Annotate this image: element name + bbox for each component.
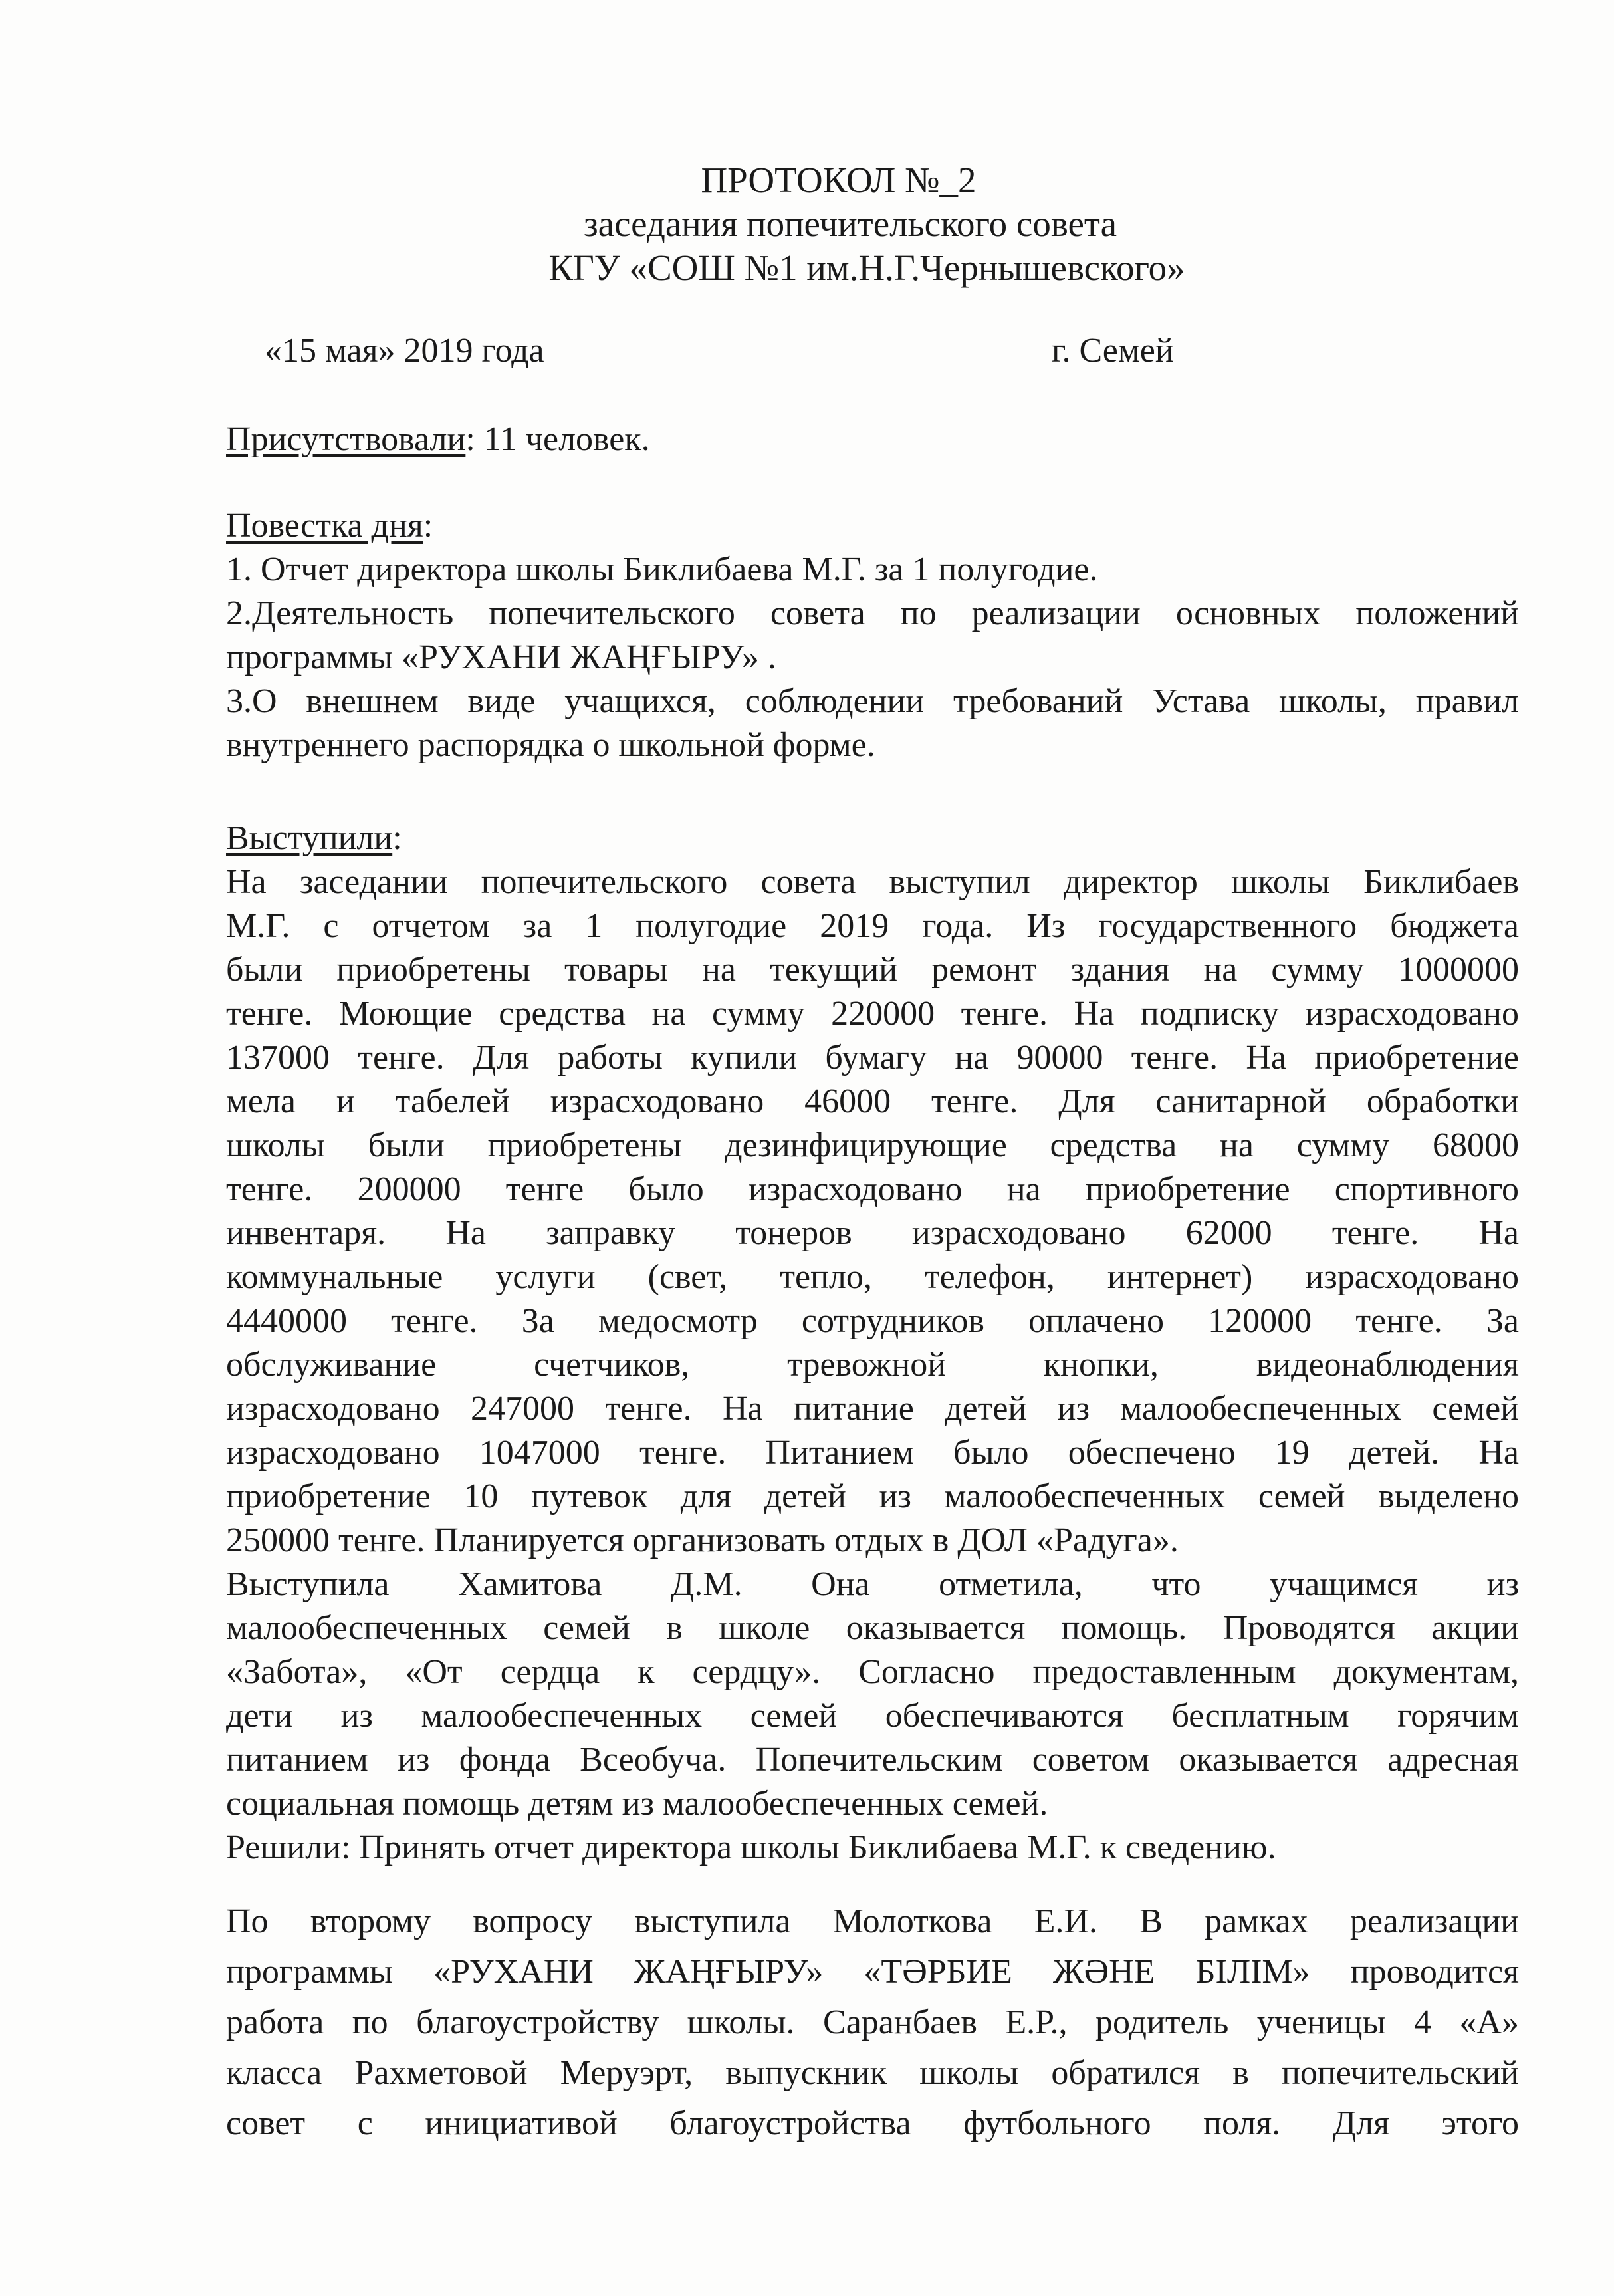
paragraph-line: приобретение 10 путевок для детей из малообеспеченных семей выделено (226, 1477, 1519, 1515)
agenda-item: 1. Отчет директора школы Биклибаева М.Г. за 1 полугодие. (226, 551, 1098, 588)
paragraph-line: мела и табелей израсходовано 46000 тенге. Для санитарной обработки (226, 1083, 1519, 1120)
agenda-item: программы «РУХАНИ ЖАҢҒЫРУ» . (226, 638, 776, 676)
protocol-header (0, 158, 1614, 290)
paragraph-line: работа по благоустройству школы. Саранбаев Е.Р., родитель ученицы 4 «А» (226, 2003, 1519, 2041)
paragraph-line: тенге. Моющие средства на сумму 220000 тенге. На подписку израсходовано (226, 995, 1519, 1033)
agenda-section (226, 504, 1519, 767)
agenda-heading (226, 504, 1519, 548)
attendance-label: Присутствовали (226, 420, 466, 458)
paragraph-line: программы «РУХАНИ ЖАҢҒЫРУ» «ТӘРБИЕ ЖӘНЕ БІЛІМ» проводится (226, 1953, 1519, 1991)
paragraph-line: По второму вопросу выступила Молоткова Е.И. В рамках реализации (226, 1902, 1519, 1940)
paragraph-line: На заседании попечительского совета выступил директор школы Биклибаев (226, 863, 1519, 901)
speeches-label: Выступили (226, 819, 393, 857)
agenda-item: 2.Деятельность попечительского совета по реализации основных положений (226, 594, 1519, 632)
paragraph-line: израсходовано 1047000 тенге. Питанием было обеспечено 19 детей. На (226, 1434, 1519, 1471)
agenda-item: внутреннего распорядка о школьной форме. (226, 726, 875, 764)
paragraph-line: были приобретены товары на текущий ремонт здания на сумму 1000000 (226, 951, 1519, 989)
speeches-heading (226, 817, 1519, 860)
speeches-section (226, 817, 1519, 1870)
decision-line: Решили: Принять отчет директора школы Биклибаева М.Г. к сведению. (226, 1829, 1276, 1866)
paragraph-line: совет с инициативой благоустройства футбольного поля. Для этого (226, 2105, 1519, 2142)
attendance-line (226, 418, 1519, 461)
paragraph-line: школы были приобретены дезинфицирующие средства на сумму 68000 (226, 1126, 1519, 1164)
paragraph-line: коммунальные услуги (свет, тепло, телефон, интернет) израсходовано (226, 1258, 1519, 1296)
paragraph-line: питанием из фонда Всеобуча. Попечительским советом оказывается адресная (226, 1741, 1519, 1779)
agenda-label: Повестка дня (226, 507, 423, 545)
paragraph-line: 250000 тенге. Планируется организовать отдых в ДОЛ «Радуга». (226, 1521, 1179, 1559)
paragraph-line: 137000 тенге. Для работы купили бумагу на 90000 тенге. На приобретение (226, 1039, 1519, 1077)
paragraph-line: дети из малообеспеченных семей обеспечиваются бесплатным горячим (226, 1697, 1519, 1735)
agenda-label-suffix: : (423, 507, 433, 545)
paragraph-line: М.Г. с отчетом за 1 полугодие 2019 года. Из государственного бюджета (226, 907, 1519, 945)
paragraph-line: инвентаря. На заправку тонеров израсходовано 62000 тенге. На (226, 1214, 1519, 1252)
meeting-city: г. Семей (1052, 332, 1174, 370)
paragraph-line: обслуживание счетчиков, тревожной кнопки, видеонаблюдения (226, 1346, 1519, 1384)
agenda-item: 3.О внешнем виде учащихся, соблюдении требований Устава школы, правил (226, 682, 1519, 720)
protocol-title: ПРОТОКОЛ №_2 (701, 160, 977, 200)
paragraph-line: Выступила Хамитова Д.М. Она отметила, что учащимся из (226, 1565, 1519, 1603)
paragraph-line: социальная помощь детям из малообеспеченных семей. (226, 1785, 1048, 1823)
paragraph-line: израсходовано 247000 тенге. На питание детей из малообеспеченных семей (226, 1390, 1519, 1428)
paragraph-line: класса Рахметовой Меруэрт, выпускник школы обратился в попечительский (226, 2054, 1519, 2092)
paragraph-line: «Забота», «От сердца к сердцу». Согласно предоставленным документам, (226, 1653, 1519, 1691)
speeches-label-suffix: : (392, 819, 402, 857)
paragraph-line: 4440000 тенге. За медосмотр сотрудников оплачено 120000 тенге. За (226, 1302, 1519, 1340)
attendance-value: : 11 человек. (465, 420, 650, 458)
second-question-section (226, 1896, 1519, 2149)
protocol-subtitle: заседания попечительского совета (583, 203, 1117, 244)
meeting-date: «15 мая» 2019 года (265, 332, 544, 370)
paragraph-line: тенге. 200000 тенге было израсходовано на приобретение спортивного (226, 1170, 1519, 1208)
paragraph-line: малообеспеченных семей в школе оказывается помощь. Проводятся акции (226, 1609, 1519, 1647)
organization-name: КГУ «СОШ №1 им.Н.Г.Чернышевского» (548, 247, 1185, 288)
